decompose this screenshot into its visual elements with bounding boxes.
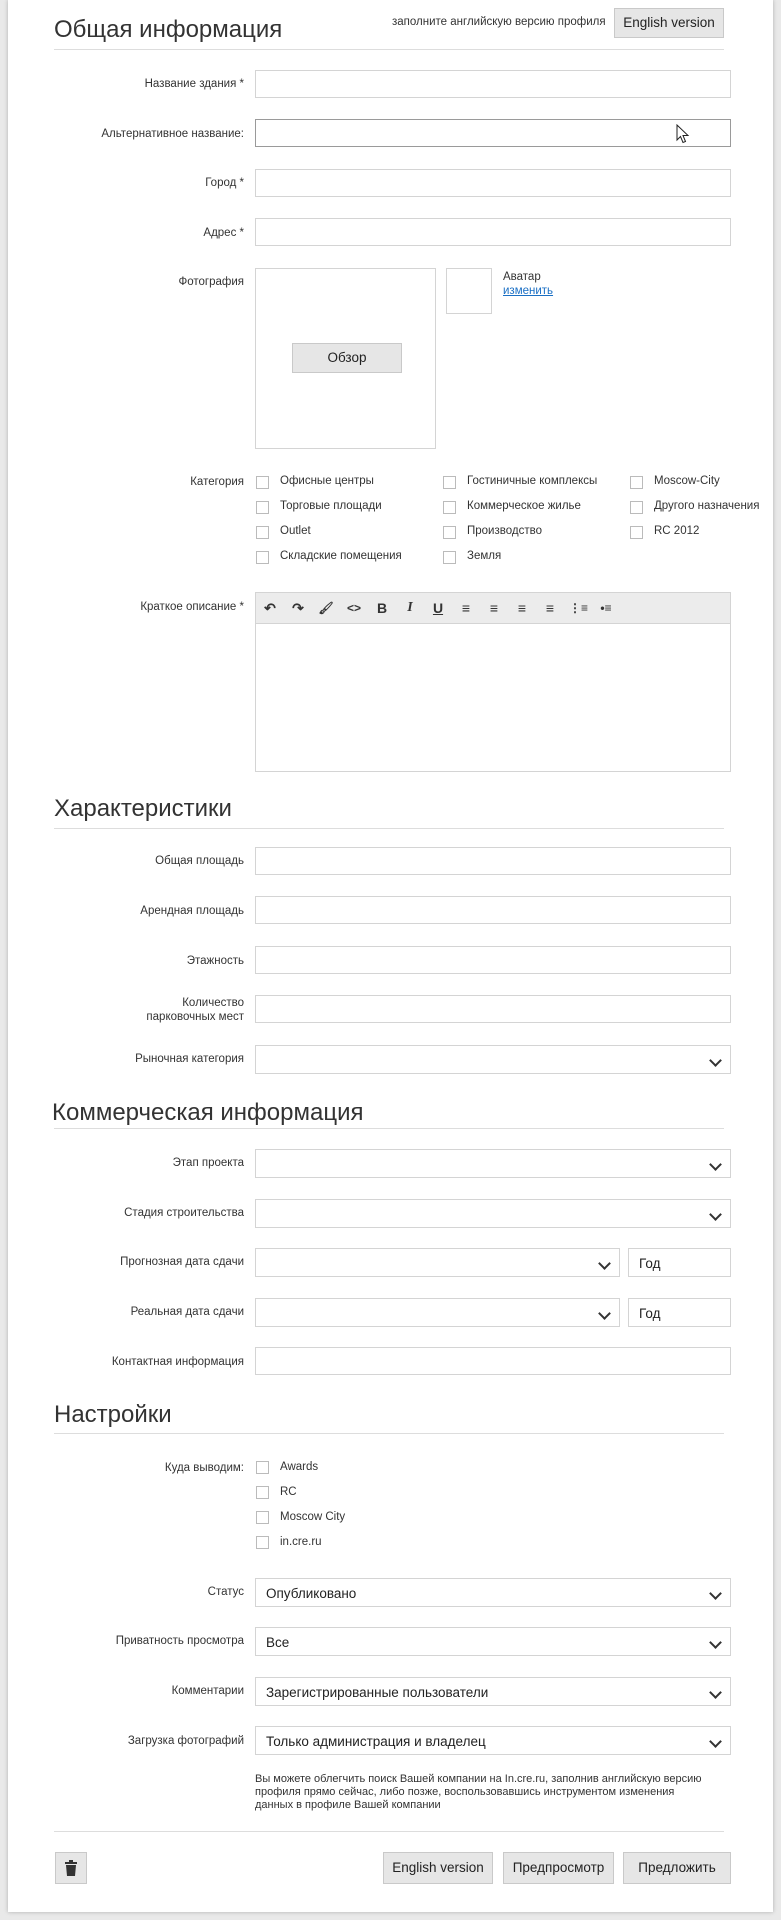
building-name-label: Название здания * (144, 78, 244, 90)
category-checkbox-land[interactable] (443, 551, 456, 564)
avatar-change-link[interactable]: изменить (503, 285, 554, 297)
address-label: Адрес * (203, 227, 244, 239)
parking-input[interactable] (255, 995, 731, 1023)
category-office-label: Офисные центры (280, 475, 374, 487)
contact-label: Контактная информация (111, 1356, 244, 1368)
category-outlet-label: Outlet (280, 525, 311, 537)
forecast-date-select[interactable] (255, 1248, 620, 1277)
bold-icon[interactable]: B (376, 600, 388, 616)
chevron-down-icon (709, 1686, 722, 1699)
chevron-down-icon (709, 1208, 722, 1221)
output-awards-label: Awards (280, 1461, 319, 1473)
output-rc-label: RC (280, 1486, 297, 1498)
category-moscow-city-label: Moscow-City (654, 475, 720, 487)
privacy-select[interactable] (255, 1627, 731, 1656)
floors-input[interactable] (255, 946, 731, 974)
avatar-label: Аватар (503, 271, 541, 283)
category-checkbox-production[interactable] (443, 526, 456, 539)
clear-format-icon[interactable]: 🖌 (318, 601, 334, 615)
category-checkbox-retail[interactable] (256, 501, 269, 514)
avatar (446, 268, 492, 314)
real-date-label: Реальная дата сдачи (130, 1306, 244, 1318)
status-select[interactable] (255, 1578, 731, 1607)
form-page (8, 0, 773, 1912)
output-in-cre-label: in.cre.ru (280, 1536, 322, 1548)
english-note-line-3: данных в профиле Вашей компании (255, 1799, 441, 1811)
category-land-label: Земля (467, 550, 502, 562)
output-checkbox-awards[interactable] (256, 1461, 269, 1474)
photo-upload-label: Загрузка фотографий (127, 1735, 244, 1747)
english-version-button-bottom[interactable]: English version (383, 1852, 493, 1884)
rent-area-label: Арендная площадь (140, 905, 244, 917)
section-title-characteristics: Характеристики (54, 795, 232, 822)
english-version-button-top[interactable]: English version (614, 8, 724, 38)
city-label: Город * (205, 177, 244, 189)
market-category-select[interactable] (255, 1045, 731, 1074)
category-checkbox-moscow-city[interactable] (630, 476, 643, 489)
market-category-label: Рыночная категория (135, 1053, 244, 1065)
alt-name-label: Альтернативное название: (101, 128, 244, 140)
parking-label-line-1: Количество (182, 997, 244, 1009)
output-label: Куда выводим: (164, 1462, 244, 1474)
category-hotel-label: Гостиничные комплексы (467, 475, 598, 487)
divider (54, 1831, 724, 1832)
forecast-year-input[interactable] (628, 1248, 731, 1277)
italic-icon[interactable]: I (407, 600, 413, 615)
real-year-input[interactable] (628, 1298, 731, 1327)
align-left-icon[interactable]: ≡ (461, 600, 471, 616)
redo-icon[interactable]: ↷ (292, 600, 304, 616)
english-note (255, 1773, 731, 1812)
align-center-icon[interactable]: ≡ (489, 600, 499, 616)
underline-icon[interactable]: U (432, 600, 444, 616)
category-retail-label: Торговые площади (280, 500, 382, 512)
preview-button[interactable]: Предпросмотр (503, 1852, 614, 1884)
photo-dropzone (255, 268, 436, 449)
project-stage-select[interactable] (255, 1149, 731, 1178)
city-input[interactable] (255, 169, 731, 197)
category-checkbox-rc2012[interactable] (630, 526, 643, 539)
photo-label: Фотография (178, 276, 244, 288)
alt-name-input[interactable] (255, 119, 731, 147)
english-note-line-2: профиля прямо сейчас, либо позже, воспользовавшись инструментом изменения (255, 1786, 675, 1798)
divider (54, 1128, 724, 1129)
real-date-select[interactable] (255, 1298, 620, 1327)
status-value: Опубликовано (266, 1586, 357, 1601)
rent-area-input[interactable] (255, 896, 731, 924)
align-right-icon[interactable]: ≡ (517, 600, 527, 616)
category-checkbox-outlet[interactable] (256, 526, 269, 539)
parking-label-line-2: парковочных мест (146, 1011, 244, 1023)
english-note-line-1: Вы можете облегчить поиск Вашей компании на In.cre.ru, заполнив английскую версию (255, 1773, 702, 1785)
comments-select[interactable] (255, 1677, 731, 1706)
forecast-year-placeholder: Год (639, 1256, 661, 1271)
divider (54, 828, 724, 829)
code-icon[interactable]: <> (346, 601, 361, 615)
total-area-label: Общая площадь (155, 855, 244, 867)
contact-input[interactable] (255, 1347, 731, 1375)
english-hint: заполните английскую версию профиля (392, 16, 606, 28)
browse-button[interactable]: Обзор (292, 343, 402, 373)
divider (54, 1433, 724, 1434)
divider (54, 49, 724, 50)
category-label: Категория (190, 476, 244, 488)
undo-icon[interactable]: ↶ (264, 600, 276, 616)
project-stage-label: Этап проекта (172, 1157, 244, 1169)
parking-label (48, 996, 244, 1024)
trash-icon (64, 1860, 78, 1876)
category-residential-label: Коммерческое жилье (467, 500, 581, 512)
cursor-icon (676, 124, 690, 144)
section-title-commercial: Коммерческая информация (52, 1099, 364, 1126)
address-input[interactable] (255, 218, 731, 246)
chevron-down-icon (709, 1587, 722, 1600)
section-title-settings: Настройки (54, 1401, 172, 1428)
total-area-input[interactable] (255, 847, 731, 875)
category-checkbox-hotel[interactable] (443, 476, 456, 489)
chevron-down-icon (709, 1735, 722, 1748)
chevron-down-icon (598, 1307, 611, 1320)
category-checkbox-office[interactable] (256, 476, 269, 489)
privacy-value: Все (266, 1635, 290, 1650)
floors-label: Этажность (186, 955, 244, 967)
forecast-date-label: Прогнозная дата сдачи (120, 1256, 244, 1268)
comments-label: Комментарии (171, 1685, 244, 1697)
category-rc2012-label: RC 2012 (654, 525, 700, 537)
construction-stage-select[interactable] (255, 1199, 731, 1228)
chevron-down-icon (598, 1257, 611, 1270)
category-production-label: Производство (467, 525, 542, 537)
category-other-label: Другого назначения (654, 500, 760, 512)
privacy-label: Приватность просмотра (115, 1635, 244, 1647)
align-justify-icon[interactable]: ≡ (545, 600, 555, 616)
category-checkbox-other[interactable] (630, 501, 643, 514)
real-year-placeholder: Год (639, 1306, 661, 1321)
bullet-list-icon[interactable]: •≡ (600, 601, 612, 615)
ordered-list-icon[interactable]: ⋮≡ (569, 601, 589, 615)
photo-upload-select[interactable] (255, 1726, 731, 1755)
output-checkbox-rc[interactable] (256, 1486, 269, 1499)
building-name-input[interactable] (255, 70, 731, 98)
chevron-down-icon (709, 1054, 722, 1067)
output-checkbox-in-cre[interactable] (256, 1536, 269, 1549)
status-label: Статус (207, 1586, 244, 1598)
description-label: Краткое описание * (140, 601, 244, 613)
construction-stage-label: Стадия строительства (124, 1207, 244, 1219)
delete-button[interactable] (55, 1852, 87, 1884)
photo-upload-value: Только администрация и владелец (266, 1734, 486, 1749)
editor-toolbar (256, 593, 730, 624)
category-warehouse-label: Складские помещения (280, 550, 402, 562)
comments-value: Зарегистрированные пользователи (266, 1685, 489, 1700)
output-checkbox-moscow-city[interactable] (256, 1511, 269, 1524)
chevron-down-icon (709, 1158, 722, 1171)
submit-button[interactable]: Предложить (623, 1852, 731, 1884)
category-checkbox-residential[interactable] (443, 501, 456, 514)
description-editor (255, 592, 731, 772)
category-checkbox-warehouse[interactable] (256, 551, 269, 564)
section-title-general: Общая информация (54, 16, 283, 43)
output-moscow-city-label: Moscow City (280, 1511, 346, 1523)
chevron-down-icon (709, 1636, 722, 1649)
